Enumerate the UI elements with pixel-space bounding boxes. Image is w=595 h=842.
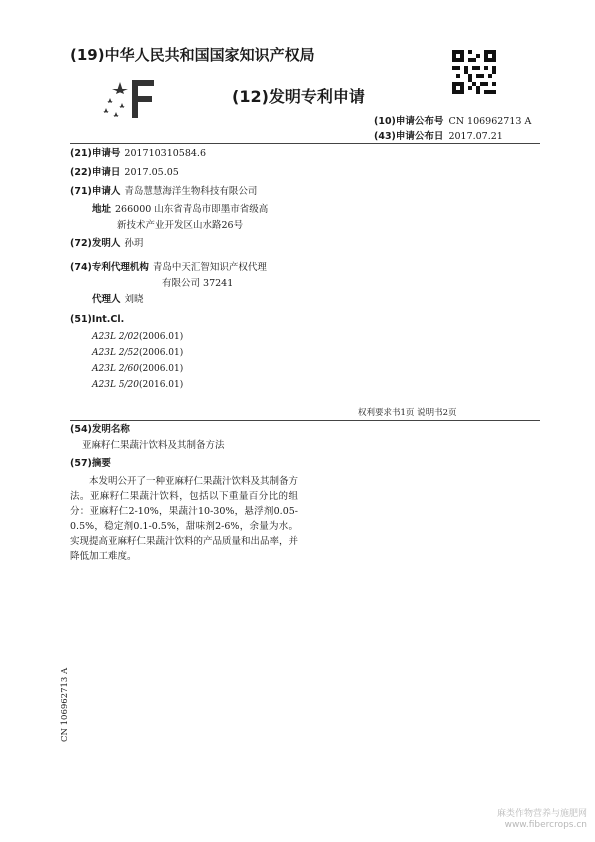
page-count: 权利要求书1页 说明书2页 xyxy=(358,408,457,418)
abstract-text: 本发明公开了一种亚麻籽仁果蔬汁饮料及其制备方法。亚麻籽仁果蔬汁饮料，包括以下重量百分比的组分：亚麻籽仁2-10%，果蔬汁10-30%，悬浮剂0.05-0.5%，稳定剂0.1-0.5%，甜味剂2-6%，余量为水。实现提高亚麻籽仁果蔬汁饮料的产品质量和出品率，并降低加工难度。 xyxy=(70,476,299,562)
publication-number-label: (10)申请公布号 xyxy=(374,116,444,127)
publication-date xyxy=(374,128,503,142)
abstract-label: (57)摘要 xyxy=(70,458,111,469)
address-label: 地址 xyxy=(92,204,112,215)
header-divider xyxy=(70,143,540,144)
ipc-version: (2006.01) xyxy=(139,348,184,358)
ipc-version: (2006.01) xyxy=(139,332,184,342)
application-date xyxy=(70,167,179,179)
ipc-entry xyxy=(92,331,183,343)
document-type-title: (12)发明专利申请 xyxy=(232,87,365,106)
inventor xyxy=(70,238,143,250)
address-line-2: 新技术产业开发区山水路26号 xyxy=(117,220,244,231)
cnipa-logo-icon xyxy=(96,76,158,122)
int-cl-heading xyxy=(70,314,124,326)
ipc-code: A23L 2/60 xyxy=(92,364,139,374)
ipc-code: A23L 5/20 xyxy=(92,380,139,390)
agent xyxy=(92,294,144,306)
inventor-label: (72)发明人 xyxy=(70,238,121,249)
application-date-value: 2017.05.05 xyxy=(124,167,179,178)
watermark-line-1: 麻类作物营养与施肥网 xyxy=(496,809,587,819)
invention-title xyxy=(82,440,225,452)
agent-value: 刘晓 xyxy=(124,294,144,305)
watermark-line-2: www.fibercrops.cn xyxy=(504,820,587,830)
ipc-code: A23L 2/02 xyxy=(92,332,139,342)
inventor-value: 孙玥 xyxy=(124,238,144,249)
ipc-entry xyxy=(92,347,183,359)
agent-label: 代理人 xyxy=(92,294,121,305)
side-publication-number: CN 106962713 A xyxy=(60,667,70,742)
publication-number-value: CN 106962713 A xyxy=(448,116,532,127)
patent-agency-label: (74)专利代理机构 xyxy=(70,262,149,273)
address-continued xyxy=(117,220,243,232)
invention-title-heading xyxy=(70,424,130,436)
address xyxy=(92,204,268,216)
patent-agency-continued xyxy=(162,278,233,290)
application-number-value: 201710310584.6 xyxy=(124,148,207,159)
ipc-entry xyxy=(92,379,183,391)
abstract-heading xyxy=(70,458,111,470)
ipc-code: A23L 2/52 xyxy=(92,348,139,358)
applicant-value: 青岛慧慧海洋生物科技有限公司 xyxy=(124,186,258,197)
applicant xyxy=(70,186,257,198)
office-name: (19)中华人民共和国国家知识产权局 xyxy=(70,46,315,64)
patent-agency-line-2: 有限公司 37241 xyxy=(162,278,234,289)
application-number xyxy=(70,148,206,160)
application-date-label: (22)申请日 xyxy=(70,167,121,178)
biblio-divider xyxy=(70,420,540,421)
publication-date-value: 2017.07.21 xyxy=(448,131,503,142)
patent-agency-line-1: 青岛中天汇智知识产权代理 xyxy=(152,262,267,273)
patent-agency xyxy=(70,262,267,274)
qr-code-icon xyxy=(452,50,496,94)
applicant-label: (71)申请人 xyxy=(70,186,121,197)
publication-number xyxy=(374,113,531,127)
ipc-entry xyxy=(92,363,183,375)
invention-title-label: (54)发明名称 xyxy=(70,424,130,435)
int-cl-label: (51)Int.Cl. xyxy=(70,314,125,325)
invention-title-value: 亚麻籽仁果蔬汁饮料及其制备方法 xyxy=(82,440,225,451)
ipc-version: (2006.01) xyxy=(139,364,184,374)
publication-date-label: (43)申请公布日 xyxy=(374,131,444,142)
application-number-label: (21)申请号 xyxy=(70,148,121,159)
address-line-1: 266000 山东省青岛市即墨市省级高 xyxy=(115,204,269,215)
abstract-body xyxy=(70,474,298,564)
ipc-version: (2016.01) xyxy=(139,380,184,390)
